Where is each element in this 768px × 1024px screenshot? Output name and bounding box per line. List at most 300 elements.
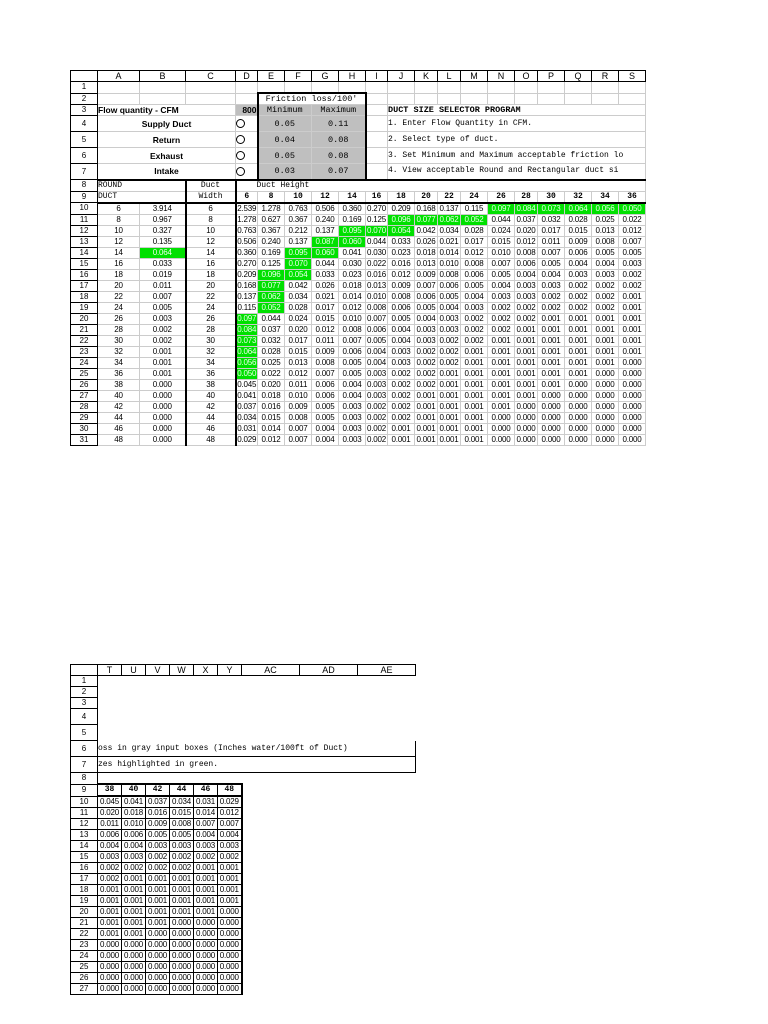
- column-header-AE[interactable]: AE: [358, 665, 416, 676]
- row-header[interactable]: 24: [71, 357, 98, 368]
- empty-cell[interactable]: [170, 709, 194, 725]
- empty-cell[interactable]: [194, 698, 218, 709]
- friction-value: 0.000: [619, 401, 646, 412]
- sheet-row: [71, 896, 416, 907]
- empty-cell[interactable]: [98, 773, 122, 785]
- height-header: 24: [461, 191, 488, 203]
- min-input-intake[interactable]: 0.03: [258, 164, 312, 180]
- empty-cell[interactable]: [538, 93, 565, 105]
- empty-cell[interactable]: [140, 82, 186, 94]
- column-header-V[interactable]: V: [146, 665, 170, 676]
- row-header[interactable]: 30: [71, 423, 98, 434]
- friction-value: 0.004: [516, 269, 536, 279]
- empty-cell[interactable]: [300, 784, 358, 796]
- empty-cell[interactable]: [565, 93, 592, 105]
- column-header-A[interactable]: A: [98, 71, 140, 82]
- row-header[interactable]: 14: [71, 841, 98, 852]
- empty-cell[interactable]: [415, 82, 438, 94]
- sheet-row: [71, 784, 416, 796]
- empty-cell[interactable]: [358, 929, 416, 940]
- row-header[interactable]: 20: [71, 313, 98, 324]
- flow-input[interactable]: 800: [236, 105, 258, 116]
- empty-cell[interactable]: [300, 907, 358, 918]
- empty-cell[interactable]: [300, 687, 358, 698]
- column-header-B[interactable]: B: [140, 71, 186, 82]
- empty-cell[interactable]: [242, 830, 300, 841]
- row-header[interactable]: 3: [71, 105, 98, 116]
- row-header[interactable]: 16: [71, 269, 98, 280]
- duct-type-radio-return[interactable]: [236, 132, 258, 148]
- friction-value: 0.367: [258, 225, 285, 236]
- corner-cell[interactable]: [71, 71, 98, 82]
- corner-cell[interactable]: [71, 665, 98, 676]
- empty-cell[interactable]: [242, 676, 300, 687]
- radio-icon[interactable]: [236, 119, 245, 128]
- column-header-M[interactable]: M: [461, 71, 488, 82]
- empty-cell[interactable]: [300, 929, 358, 940]
- friction-value: 0.029: [218, 796, 242, 808]
- empty-cell[interactable]: [358, 830, 416, 841]
- empty-cell[interactable]: [300, 698, 358, 709]
- row-header[interactable]: 20: [71, 907, 98, 918]
- empty-cell[interactable]: [98, 82, 140, 94]
- empty-cell[interactable]: [122, 709, 146, 725]
- empty-cell[interactable]: [366, 132, 388, 148]
- column-header-X[interactable]: X: [194, 665, 218, 676]
- row-header[interactable]: 5: [71, 132, 98, 148]
- row-header[interactable]: 7: [71, 164, 98, 180]
- empty-cell[interactable]: [300, 951, 358, 962]
- empty-cell[interactable]: [366, 116, 388, 132]
- empty-cell[interactable]: [461, 82, 488, 94]
- empty-cell[interactable]: [194, 676, 218, 687]
- friction-value: 0.034: [170, 796, 194, 808]
- row-header[interactable]: 11: [71, 214, 98, 225]
- empty-cell[interactable]: [358, 698, 416, 709]
- row-header[interactable]: 18: [71, 291, 98, 302]
- empty-cell[interactable]: [300, 796, 358, 808]
- friction-value: 0.000: [170, 929, 194, 940]
- friction-value: 0.001: [488, 357, 515, 368]
- row-header[interactable]: 16: [71, 863, 98, 874]
- empty-cell[interactable]: [300, 984, 358, 995]
- duct-width: 34: [186, 357, 236, 368]
- max-input-supply-duct[interactable]: 0.11: [312, 116, 366, 132]
- empty-cell[interactable]: [515, 82, 538, 94]
- friction-value: 0.004: [339, 390, 366, 401]
- friction-value: 0.008: [439, 269, 459, 279]
- empty-cell[interactable]: [98, 725, 122, 741]
- empty-cell[interactable]: [242, 918, 300, 929]
- empty-cell[interactable]: [358, 874, 416, 885]
- radio-icon[interactable]: [236, 151, 245, 160]
- row-header[interactable]: 4: [71, 709, 98, 725]
- row-header[interactable]: 10: [71, 203, 98, 215]
- row-header[interactable]: 6: [71, 741, 98, 757]
- empty-cell[interactable]: [300, 709, 358, 725]
- empty-cell[interactable]: [242, 852, 300, 863]
- friction-value: 0.000: [619, 357, 646, 368]
- empty-cell[interactable]: [194, 773, 218, 785]
- empty-cell[interactable]: [98, 93, 140, 105]
- column-header-H[interactable]: H: [339, 71, 366, 82]
- column-header-N[interactable]: N: [488, 71, 515, 82]
- empty-cell[interactable]: [258, 82, 285, 94]
- row-header[interactable]: 9: [71, 191, 98, 203]
- max-input-return[interactable]: 0.08: [312, 132, 366, 148]
- empty-cell[interactable]: [358, 907, 416, 918]
- row-header[interactable]: 26: [71, 973, 98, 984]
- round-size: 40: [98, 390, 140, 401]
- empty-cell[interactable]: [242, 863, 300, 874]
- empty-cell[interactable]: [236, 82, 258, 94]
- empty-cell[interactable]: [300, 896, 358, 907]
- row-header[interactable]: 5: [71, 725, 98, 741]
- duct-type-radio-exhaust[interactable]: [236, 148, 258, 164]
- empty-cell[interactable]: [438, 93, 461, 105]
- empty-cell[interactable]: [146, 773, 170, 785]
- empty-cell[interactable]: [538, 82, 565, 94]
- empty-cell[interactable]: [592, 93, 619, 105]
- empty-cell[interactable]: [300, 962, 358, 973]
- row-header[interactable]: 24: [71, 951, 98, 962]
- column-header-G[interactable]: G: [312, 71, 339, 82]
- empty-cell[interactable]: [358, 819, 416, 830]
- empty-cell[interactable]: [358, 773, 416, 785]
- empty-cell[interactable]: [194, 709, 218, 725]
- radio-icon[interactable]: [236, 167, 245, 176]
- empty-cell[interactable]: [146, 698, 170, 709]
- empty-cell[interactable]: [358, 951, 416, 962]
- empty-cell[interactable]: [122, 773, 146, 785]
- empty-cell[interactable]: [488, 93, 515, 105]
- empty-cell[interactable]: [358, 784, 416, 796]
- empty-cell[interactable]: [218, 698, 242, 709]
- row-header[interactable]: 23: [71, 940, 98, 951]
- empty-cell[interactable]: [300, 819, 358, 830]
- empty-cell[interactable]: [488, 82, 515, 94]
- row-header[interactable]: 21: [71, 918, 98, 929]
- empty-cell[interactable]: [358, 808, 416, 819]
- empty-cell[interactable]: [146, 687, 170, 698]
- empty-cell[interactable]: [122, 725, 146, 741]
- empty-cell[interactable]: [242, 725, 300, 741]
- column-header-L[interactable]: L: [438, 71, 461, 82]
- empty-cell[interactable]: [170, 698, 194, 709]
- empty-cell[interactable]: [515, 93, 538, 105]
- empty-cell[interactable]: [619, 82, 646, 94]
- friction-value: 0.002: [416, 346, 436, 356]
- friction-value: 0.001: [170, 896, 194, 907]
- empty-cell[interactable]: [218, 676, 242, 687]
- radio-icon[interactable]: [236, 135, 245, 144]
- row-header[interactable]: 11: [71, 808, 98, 819]
- sheet-row: [71, 819, 416, 830]
- empty-cell[interactable]: [619, 93, 646, 105]
- empty-cell[interactable]: [300, 808, 358, 819]
- height-header: 10: [285, 191, 312, 203]
- empty-cell[interactable]: [358, 885, 416, 896]
- empty-cell[interactable]: [300, 676, 358, 687]
- friction-value: 0.002: [538, 302, 565, 313]
- row-header[interactable]: 2: [71, 93, 98, 105]
- empty-cell[interactable]: [218, 709, 242, 725]
- column-header-AD[interactable]: AD: [300, 665, 358, 676]
- empty-cell[interactable]: [438, 82, 461, 94]
- row-header[interactable]: 15: [71, 258, 98, 269]
- empty-cell[interactable]: [358, 962, 416, 973]
- empty-cell[interactable]: [194, 687, 218, 698]
- row-header[interactable]: 17: [71, 280, 98, 291]
- empty-cell[interactable]: [300, 725, 358, 741]
- empty-cell[interactable]: [242, 773, 300, 785]
- empty-cell[interactable]: [242, 929, 300, 940]
- row-header[interactable]: 1: [71, 82, 98, 94]
- empty-cell[interactable]: [358, 863, 416, 874]
- empty-cell[interactable]: [122, 676, 146, 687]
- empty-cell[interactable]: [358, 687, 416, 698]
- friction-value: 0.001: [194, 885, 218, 896]
- friction-value: 0.002: [592, 280, 619, 291]
- empty-cell[interactable]: [236, 93, 258, 105]
- min-input-supply-duct[interactable]: 0.05: [258, 116, 312, 132]
- row-header[interactable]: 29: [71, 412, 98, 423]
- column-header-S[interactable]: S: [619, 71, 646, 82]
- empty-cell[interactable]: [170, 687, 194, 698]
- round-size: 32: [98, 346, 140, 357]
- column-header-C[interactable]: C: [186, 71, 236, 82]
- empty-cell[interactable]: [98, 698, 122, 709]
- empty-cell[interactable]: [366, 164, 388, 180]
- empty-cell[interactable]: [300, 885, 358, 896]
- empty-cell[interactable]: [300, 841, 358, 852]
- column-header-Y[interactable]: Y: [218, 665, 242, 676]
- row-header[interactable]: 3: [71, 698, 98, 709]
- empty-cell[interactable]: [170, 676, 194, 687]
- friction-value: 0.001: [146, 918, 170, 929]
- empty-cell[interactable]: [388, 93, 415, 105]
- column-header-Q[interactable]: Q: [565, 71, 592, 82]
- row-header[interactable]: 27: [71, 390, 98, 401]
- empty-cell[interactable]: [358, 725, 416, 741]
- empty-cell[interactable]: [122, 698, 146, 709]
- empty-cell[interactable]: [242, 874, 300, 885]
- row-header[interactable]: 13: [71, 830, 98, 841]
- row-header[interactable]: 4: [71, 116, 98, 132]
- row-header[interactable]: 2: [71, 687, 98, 698]
- empty-cell[interactable]: [300, 874, 358, 885]
- column-header-R[interactable]: R: [592, 71, 619, 82]
- column-header-I[interactable]: I: [366, 71, 388, 82]
- row-header[interactable]: 31: [71, 434, 98, 445]
- row-header[interactable]: 10: [71, 796, 98, 808]
- empty-cell[interactable]: [242, 808, 300, 819]
- row-header[interactable]: 13: [71, 236, 98, 247]
- row-header[interactable]: 8: [71, 180, 98, 192]
- row-header[interactable]: 8: [71, 773, 98, 785]
- empty-cell[interactable]: [300, 940, 358, 951]
- empty-cell[interactable]: [300, 973, 358, 984]
- empty-cell[interactable]: [358, 796, 416, 808]
- row-header[interactable]: 9: [71, 784, 98, 796]
- empty-cell[interactable]: [565, 82, 592, 94]
- empty-cell[interactable]: [366, 93, 388, 105]
- empty-cell[interactable]: [242, 698, 300, 709]
- column-header-D[interactable]: D: [236, 71, 258, 82]
- empty-cell[interactable]: [415, 93, 438, 105]
- empty-cell[interactable]: [339, 82, 366, 94]
- empty-cell[interactable]: [218, 687, 242, 698]
- duct-selector-grid-continued: [70, 664, 416, 995]
- empty-cell[interactable]: [358, 940, 416, 951]
- row-header[interactable]: 15: [71, 852, 98, 863]
- row-header[interactable]: 12: [71, 225, 98, 236]
- friction-value: 0.010: [488, 247, 515, 258]
- row-header[interactable]: 6: [71, 148, 98, 164]
- empty-cell[interactable]: [242, 896, 300, 907]
- column-header-T[interactable]: T: [98, 665, 122, 676]
- empty-cell[interactable]: [285, 82, 312, 94]
- friction-value: 0.000: [538, 423, 565, 434]
- row-header[interactable]: 23: [71, 346, 98, 357]
- empty-cell[interactable]: [358, 984, 416, 995]
- friction-value: 0.004: [488, 280, 515, 291]
- row-header[interactable]: 28: [71, 401, 98, 412]
- empty-cell[interactable]: [146, 725, 170, 741]
- empty-cell[interactable]: [300, 830, 358, 841]
- empty-cell[interactable]: [242, 907, 300, 918]
- friction-value: 0.008: [312, 357, 339, 368]
- row-header[interactable]: 7: [71, 757, 98, 773]
- friction-value: 0.008: [366, 302, 387, 312]
- empty-cell[interactable]: [186, 82, 236, 94]
- friction-value: 0.001: [592, 357, 619, 368]
- round-size: 36: [98, 368, 140, 379]
- column-header-O[interactable]: O: [515, 71, 538, 82]
- row-header[interactable]: 17: [71, 874, 98, 885]
- height-header: 32: [565, 191, 592, 203]
- friction-value: 0.000: [122, 951, 146, 962]
- row-header[interactable]: 25: [71, 962, 98, 973]
- empty-cell[interactable]: [186, 93, 236, 105]
- flow-label: Flow quantity - CFM: [98, 105, 236, 116]
- row-header[interactable]: 1: [71, 676, 98, 687]
- row-header[interactable]: 19: [71, 302, 98, 313]
- empty-cell[interactable]: [300, 852, 358, 863]
- min-input-exhaust[interactable]: 0.05: [258, 148, 312, 164]
- column-header-W[interactable]: W: [170, 665, 194, 676]
- empty-cell[interactable]: [242, 962, 300, 973]
- friction-value: 0.022: [258, 368, 285, 379]
- empty-cell[interactable]: [358, 896, 416, 907]
- empty-cell[interactable]: [242, 973, 300, 984]
- column-header-F[interactable]: F: [285, 71, 312, 82]
- row-header[interactable]: 26: [71, 379, 98, 390]
- round-friction: 0.019: [140, 269, 186, 280]
- program-title: DUCT SIZE SELECTOR PROGRAM: [388, 105, 646, 116]
- column-header-J[interactable]: J: [388, 71, 415, 82]
- friction-value: 0.007: [285, 434, 312, 445]
- empty-cell[interactable]: [242, 819, 300, 830]
- friction-value: 0.000: [98, 984, 122, 995]
- empty-cell[interactable]: [358, 709, 416, 725]
- max-input-intake[interactable]: 0.07: [312, 164, 366, 180]
- empty-cell[interactable]: [312, 82, 339, 94]
- empty-cell[interactable]: [98, 676, 122, 687]
- empty-cell[interactable]: [242, 951, 300, 962]
- row-header[interactable]: 25: [71, 368, 98, 379]
- friction-value: 0.024: [488, 225, 515, 236]
- column-header-E[interactable]: E: [258, 71, 285, 82]
- max-input-exhaust[interactable]: 0.08: [312, 148, 366, 164]
- row-header[interactable]: 22: [71, 335, 98, 346]
- empty-cell[interactable]: [146, 676, 170, 687]
- row-header[interactable]: 21: [71, 324, 98, 335]
- empty-cell[interactable]: [366, 105, 388, 116]
- empty-cell[interactable]: [98, 687, 122, 698]
- empty-cell[interactable]: [242, 984, 300, 995]
- empty-cell[interactable]: [98, 709, 122, 725]
- column-header-U[interactable]: U: [122, 665, 146, 676]
- row-header[interactable]: 27: [71, 984, 98, 995]
- empty-cell[interactable]: [358, 841, 416, 852]
- empty-cell[interactable]: [366, 82, 388, 94]
- friction-value: 0.044: [258, 313, 285, 324]
- empty-cell[interactable]: [358, 676, 416, 687]
- min-input-return[interactable]: 0.04: [258, 132, 312, 148]
- empty-cell[interactable]: [242, 940, 300, 951]
- sheet-row: [71, 830, 416, 841]
- column-header-K[interactable]: K: [415, 71, 438, 82]
- empty-cell[interactable]: [194, 725, 218, 741]
- empty-cell[interactable]: [358, 918, 416, 929]
- empty-cell[interactable]: [170, 725, 194, 741]
- friction-value: 0.014: [439, 247, 459, 257]
- empty-cell[interactable]: [170, 773, 194, 785]
- row-header[interactable]: 14: [71, 247, 98, 258]
- row-header[interactable]: 12: [71, 819, 98, 830]
- empty-cell[interactable]: [218, 773, 242, 785]
- empty-cell[interactable]: [122, 687, 146, 698]
- empty-cell[interactable]: [300, 918, 358, 929]
- empty-cell[interactable]: [242, 796, 300, 808]
- empty-cell[interactable]: [242, 687, 300, 698]
- column-header-P[interactable]: P: [538, 71, 565, 82]
- row-header[interactable]: 22: [71, 929, 98, 940]
- empty-cell[interactable]: [592, 82, 619, 94]
- empty-cell[interactable]: [388, 82, 415, 94]
- empty-cell[interactable]: [461, 93, 488, 105]
- empty-cell[interactable]: [300, 773, 358, 785]
- empty-cell[interactable]: [242, 841, 300, 852]
- empty-cell[interactable]: [242, 784, 300, 796]
- empty-cell[interactable]: [242, 885, 300, 896]
- friction-value: 0.014: [258, 423, 285, 434]
- empty-cell[interactable]: [242, 709, 300, 725]
- empty-cell[interactable]: [300, 863, 358, 874]
- empty-cell[interactable]: [366, 148, 388, 164]
- empty-cell[interactable]: [358, 973, 416, 984]
- empty-cell[interactable]: [146, 709, 170, 725]
- duct-type-radio-supply-duct[interactable]: [236, 116, 258, 132]
- duct-type-radio-intake[interactable]: [236, 164, 258, 180]
- empty-cell[interactable]: [218, 725, 242, 741]
- column-header-AC[interactable]: AC: [242, 665, 300, 676]
- empty-cell[interactable]: [140, 93, 186, 105]
- row-header[interactable]: 19: [71, 896, 98, 907]
- empty-cell[interactable]: [358, 852, 416, 863]
- row-header[interactable]: 18: [71, 885, 98, 896]
